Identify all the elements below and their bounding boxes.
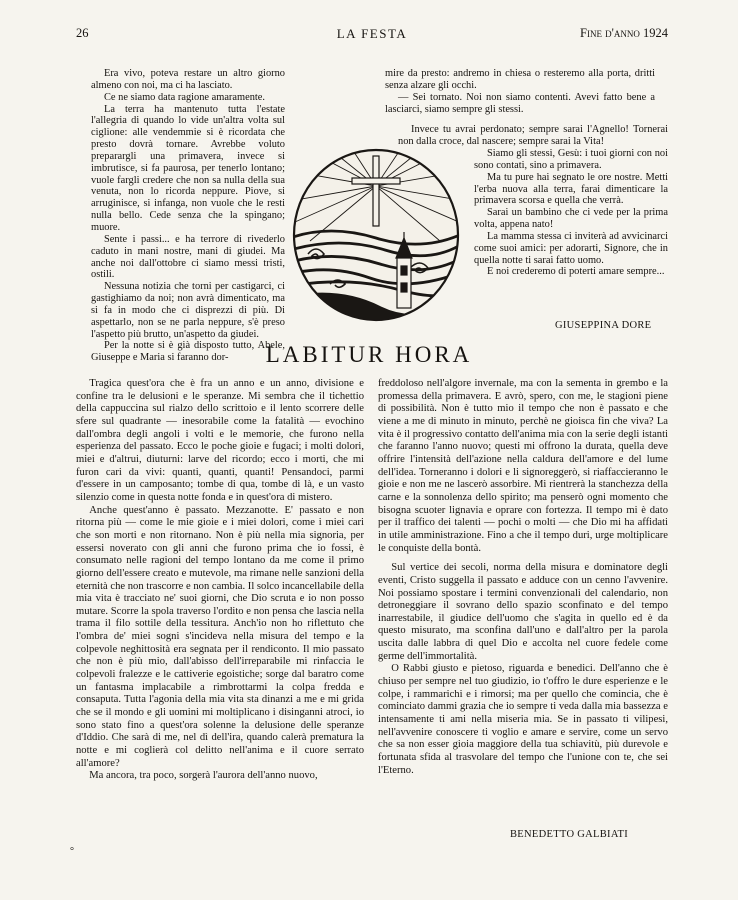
article-left-column (76, 378, 364, 783)
poem-right-column (474, 148, 668, 278)
poem-paragraph: Per la notte si è già disposto tutto, Abele, Giuseppe e Maria si faranno dor- (91, 340, 285, 364)
article-paragraph: Ma ancora, tra poco, sorgerà l'aurora dell'anno nuovo, (89, 770, 318, 782)
article-paragraph: freddoloso nell'algore invernale, ma con la sementa in grembo e la promessa della primavera. E avrò, spero, con me, le stagioni piene di possibilità. Non è tutto mio il tempo che non è passato e che viene a me di minuto in minuto, perchè ne gioisca fin che viva? La vita è il progressivo contatto dell'anima mia con la serie degli istanti che faranno l'anno nuovo; questi mi offrono la durata, quella deve offrire l'intensità dell'azione nella caldura dell'amore e del lume dell'idea. Torneranno i dolori e li signoreggerò, si riaffaccieranno le gioie e non me ne lascerò assorbire. Mi rientrerà la stanchezza della carne e la sonnolenza dello spirito; ma penserò ogni momento che bisogna scuoter lignavia e oprare con fortezza. Il tempo mi è dato per il traffico dei talenti — pochi o molti — che Dio mi ha affidati in utile amministrazione. Fino a che il tempo duri, urge moltiplicare le conquiste della bontà. (378, 378, 668, 554)
journal-title: LA FESTA (336, 26, 408, 41)
page-number: 26 (76, 26, 89, 40)
poem-paragraph: mire da presto: andremo in chiesa o resteremo alla porta, dritti senza alzare gli occhi. (385, 68, 655, 91)
running-header (76, 26, 668, 42)
article-title: LABITUR HORA (265, 342, 473, 367)
poem-paragraph: La terra ha mantenuto tutta l'estate l'allegria di quando lo vide un'altra volta sul ciglione: alle vendemmie si è ricordata che presto dovrà tornare. Avrebbe voluto preparargli una primavera, invece si imbrutisce, si fa paurosa, per tenerlo lontano; vuole fargli credere che non sa nulla della sua venuta, non lo ricorda neppure. Piove, si arruginisce, si infanga, non vuole che le resti nulla bello. Cede senza che la spingano; muore. (91, 103, 285, 233)
poem-right-top (385, 68, 655, 115)
article-paragraph: O Rabbi giusto e pietoso, riguarda e benedici. Dell'anno che è chiuso per sempre nel tuo giudizio, io t'offro le dure esperienze e le colpe, i rammarichi e i rimorsi; ma per quello che comincia, che è cominciato dammi grazia che io sempre ti veda dalla mia bassezza e intensamente ti ami nella miseria mia. Se in passato ti vilipesi, nell'avvenire conoscere ti voglio e amare e servire, come un servo che sa non esser gioia maggiore della tua schiavitù, più durevole e fortunata sfida al trasvolare del tempo che l'unione con te, che sei l'Eterno. (378, 663, 668, 776)
poem-left-column (91, 68, 285, 364)
poem-paragraph: Sente i passi... e ha terrore di rivederlo caduto in mani nostre, mani di giudei. Ma anche noi dall'ottobre ci siamo messi tristi, ostili. (91, 233, 285, 281)
poem-author: GIUSEPPINA DORE (555, 320, 652, 331)
poem-paragraph: Invece tu avrai perdonato; sempre sarai l'Agnello! Tornerai non dalla croce, dal nascere; sempre sarai la Vita! (398, 124, 668, 147)
article-paragraph: Sul vertice dei secoli, norma della misura e dominatore degli eventi, Cristo suggella il passato e adduce con un cenno l'avvenire. Noi possiamo spostare i termini convenzionali del calendario, non detroneggiare il sovrano dello spazio sconfinato e del tempo inarrestabile, il giudice dell'uomo che s'agita in quello ed è da questo misurato, ma sconfina dall'uno e dall'altro per la parola uscita dalle labbra di quel Dio e accolta nel cuore fedele come germe dell'immortalità. (378, 562, 668, 662)
poem-paragraph: — Sei tornato. Noi non siamo contenti. Avevi fatto bene a lasciarci, siamo sempre gli stessi. (385, 91, 655, 115)
article-paragraph: Tragica quest'ora che è fra un anno e un anno, divisione e confine tra le delusioni e le speranze. Mi sembra che il tichettio della cappuccina sul rialzo dello scrittoio e il lento scorrere delle sfere sul quadrante — inesorabile come la fatalità — evochino dall'ombra degli angoli i volti e le memorie, che furono nella esperienza del passato. Ecco le poche gioie e fugaci; i molti dolori, miei e d'altrui, diuturni: larve del ricordo; ecco i morti, che mi furon cari da vivi: quanti, quanti, quanti! Pensandoci, parmi d'essere in un camposanto; tombe di qua, tombe di là, e un vasto silenzio come in questa notte fonda e in quest'ora di mistero. (76, 378, 364, 503)
article-author: BENEDETTO GALBIATI (510, 829, 629, 840)
poem-paragraph: La mamma stessa ci inviterà ad avvicinarci come suoi amici: per adorarti, Signore, che in quella notte ti sarai fatto uomo. (474, 230, 668, 266)
church-cross-illustration (290, 146, 462, 324)
poem-right-mid (398, 124, 668, 148)
article-paragraph: Anche quest'anno è passato. Mezzanotte. E' passato e non ritorna più — come le mie gioie e i miei dolori, come i miei cari che son morti e non ritornano. Non è più nella mia signoria, per essersi noverato con gli anni che furono prima che io fossi, è consumato nelle ragioni del tempo lontano da me come il primo giorno dell'essere creato e mutevole, ma rimane nelle sanzioni della eternità che non trascorre e non cambia. Il solco incancellabile della mia vita è tracciato ne' suoi giorni, che Dio scruta e io non posso mutare. Scorre la spola traverso l'ordito e non pensa che lascia nella trama il filo sottile della tessitura. Anch'io non ho riflettuto che l'ombra de' miei sogni s'incideva nella misura del tempo e la colpevole neghittosità era segnata per il rendiconto. Il mio passato che non è più mio, dall'abisso dell'irreparabile mi rinfaccia le colpevoli fralezze e le cattiverie egoistiche; sorge dal baratro come un fantasma implacabile a rimbrottarmi la colpa fredda e consaputa. Tutta l'agonia della mia vita sta dinanzi a me e mi grida che se il mondo e gli uomini mi moltiplicano i disinganni atroci, io sono stato fino a quest'ora solenne la delusione delle speranze d'Iddio. Che sarà di me, nel dì dell'ira, quando calerà prematura la notte e mi coglierà col delitto nell'anima e il cuore serrato all'amore? (76, 504, 364, 769)
issue-date: Fine d'anno 1924 (580, 26, 668, 40)
poem-paragraph: Era vivo, poteva restare un altro giorno almeno con noi, ma ci ha lasciato. (91, 68, 285, 91)
poem-paragraph: E noi crederemo di poterti amare sempre... (487, 266, 665, 278)
footer-mark: ° (70, 846, 74, 857)
poem-paragraph: Siamo gli stessi, Gesù: i tuoi giorni con noi sono contati, sino a primavera. (474, 148, 668, 171)
poem-paragraph: Ce ne siamo data ragione amaramente. (104, 91, 265, 103)
article-right-column (378, 378, 668, 777)
poem-paragraph: Ma tu pure hai segnato le ore nostre. Metti l'erba nuova alla terra, farai dimenticare la primavera scorsa e quella che verrà. (474, 171, 668, 207)
poem-paragraph: Sarai un bambino che ci vede per la prima volta, appena nato! (474, 207, 668, 231)
poem-paragraph: Nessuna notizia che torni per castigarci, ci gastighiamo da noi; non avrà dimenticato, ma si fa in modo che ci disprezzi di più. Di aspettarlo, non se ne parla neppure, s'è preso l'aspetto più brutto, un'aspetto da giudei. (91, 281, 285, 340)
